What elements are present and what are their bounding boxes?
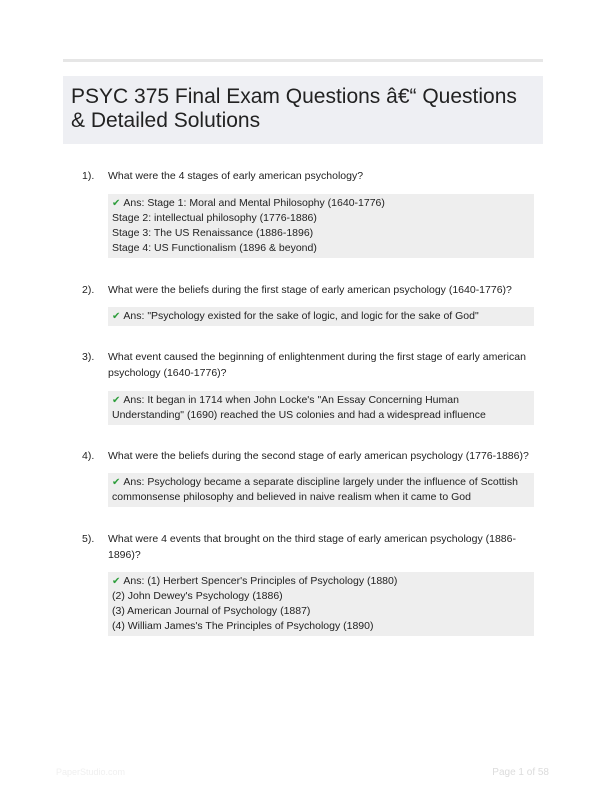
question-text: What were the beliefs during the first stage of early american psychology (1640-1776)? bbox=[108, 284, 512, 296]
answer-text: (1) Herbert Spencer's Principles of Psychology (1880) bbox=[147, 575, 398, 587]
answer-line: Stage 3: The US Renaissance (1886-1896) bbox=[112, 227, 314, 239]
check-icon: ✔ bbox=[112, 311, 121, 322]
answer-text: Psychology became a separate discipline largely under the influence of Scottish commonsense philosophy and believed in naive realism when it came to God bbox=[112, 476, 518, 503]
check-icon: ✔ bbox=[112, 395, 121, 406]
answer-line bbox=[112, 196, 530, 211]
question-number: 5). bbox=[82, 533, 95, 545]
answer-box bbox=[108, 572, 534, 636]
answer-line: Stage 4: US Functionalism (1896 & beyond) bbox=[112, 242, 317, 254]
answer-line: (3) American Journal of Psychology (1887) bbox=[112, 605, 311, 617]
answer-box bbox=[108, 391, 534, 425]
answer-line bbox=[112, 574, 530, 589]
question-text: What were 4 events that brought on the third stage of early american psychology (1886-1896)? bbox=[108, 533, 516, 561]
answer-line bbox=[112, 309, 530, 324]
answer-box bbox=[108, 473, 534, 507]
answer-line: Stage 2: intellectual philosophy (1776-1886) bbox=[112, 212, 317, 224]
answer-prefix: Ans: bbox=[123, 476, 145, 488]
answer-text: "Psychology existed for the sake of logic, and logic for the sake of God" bbox=[147, 310, 479, 322]
answer-prefix: Ans: bbox=[123, 197, 145, 209]
answer-box bbox=[108, 307, 534, 326]
top-divider bbox=[63, 59, 543, 62]
page-title: PSYC 375 Final Exam Questions â€“ Questions & Detailed Solutions bbox=[71, 85, 517, 132]
answer-line: (2) John Dewey's Psychology (1886) bbox=[112, 590, 283, 602]
question-number: 1). bbox=[82, 170, 95, 182]
answer-prefix: Ans: bbox=[123, 575, 145, 587]
answer-prefix: Ans: bbox=[123, 310, 145, 322]
answer-text: It began in 1714 when John Locke's "An Essay Concerning Human Understanding" (1690) reached the US colonies and had a widespread influence bbox=[112, 394, 486, 421]
question-number: 2). bbox=[82, 284, 95, 296]
answer-box bbox=[108, 194, 534, 258]
question-text: What were the 4 stages of early american psychology? bbox=[108, 170, 364, 182]
footer-watermark: PaperStudio.com bbox=[56, 767, 126, 777]
answer-line: (4) William James's The Principles of Psychology (1890) bbox=[112, 620, 374, 632]
answer-text: Stage 1: Moral and Mental Philosophy (1640-1776) bbox=[147, 197, 385, 209]
question-text: What were the beliefs during the second stage of early american psychology (1776-1886)? bbox=[108, 450, 529, 462]
question-number: 4). bbox=[82, 450, 95, 462]
answer-line bbox=[112, 475, 530, 505]
question-number: 3). bbox=[82, 351, 95, 363]
title-banner bbox=[63, 76, 543, 144]
check-icon: ✔ bbox=[112, 477, 121, 488]
answer-prefix: Ans: bbox=[123, 394, 145, 406]
check-icon: ✔ bbox=[112, 198, 121, 209]
check-icon: ✔ bbox=[112, 576, 121, 587]
page-number: Page 1 of 58 bbox=[492, 767, 549, 778]
answer-line bbox=[112, 393, 530, 423]
question-text: What event caused the beginning of enlightenment during the first stage of early american psychology (1640-1776)? bbox=[108, 351, 526, 379]
